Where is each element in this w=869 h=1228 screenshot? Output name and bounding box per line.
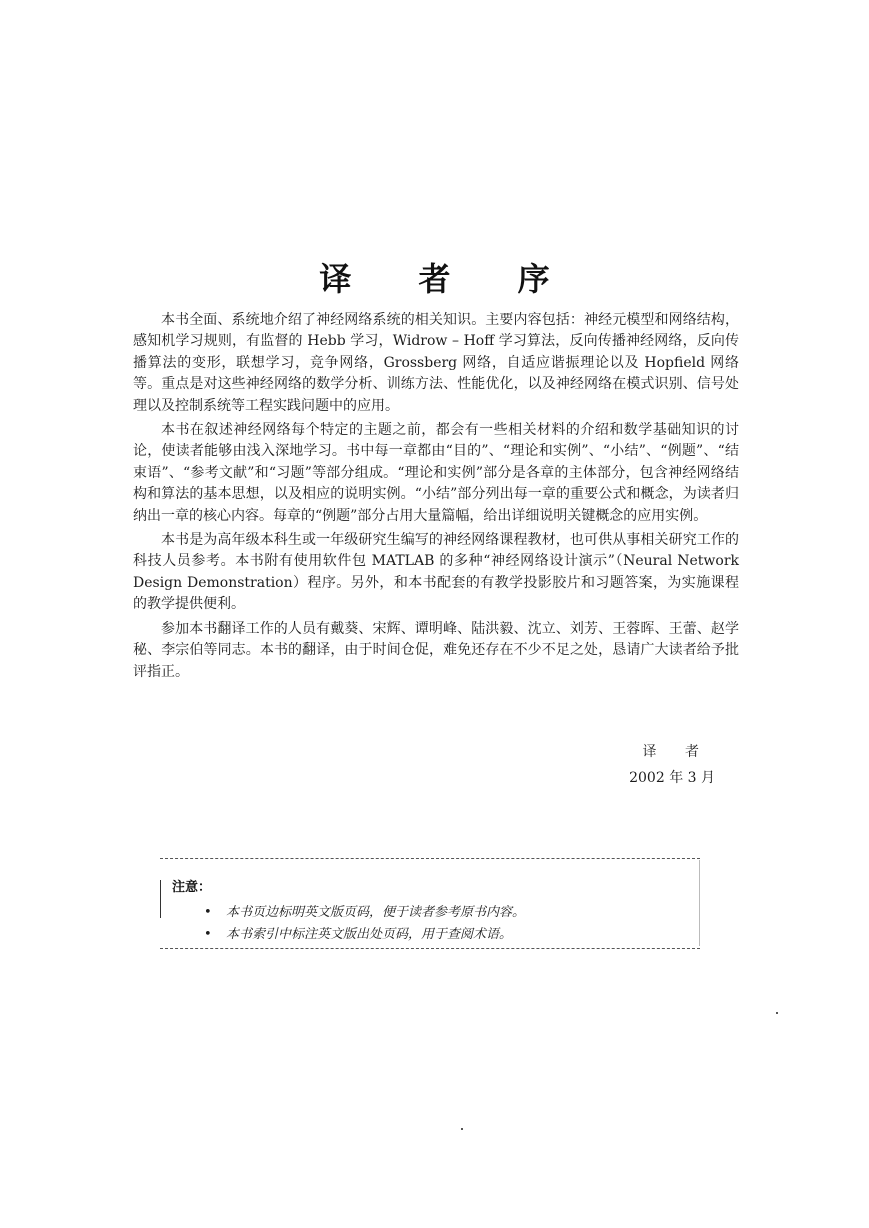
note-title: 注意： [172, 880, 212, 895]
scan-speck [776, 1012, 778, 1014]
note-top-rule [160, 858, 700, 859]
paragraph-2: 本书在叙述神经网络每个特定的主题之前，都会有一些相关材料的介绍和数学基础知识的讨论，使读者能够由浅入深地学习。书中每一章都由“目的”、“理论和实例”、“小结”、“例题”、“结束语”、“参考文献”和“习题”等部分组成。“理论和实例”部分是各章的主体部分，包含神经网络结构和算法的基本思想，以及相应的说明实例。“小结”部分列出每一章的重要公式和概念，为读者归纳出一章的核心内容。每章的“例题”部分占用大量篇幅，给出详细说明关键概念的应用实例。 [133, 422, 739, 524]
note-left-bar [160, 880, 161, 918]
signature-block [620, 739, 715, 791]
note-item-1: • 本书页边标明英文版页码，便于读者参考原书内容。 [204, 902, 525, 924]
note-item-2: • 本书索引中标注英文版出处页码，用于查阅术语。 [204, 924, 525, 946]
note-list [204, 902, 525, 946]
signature-date: 2002 年 3 月 [629, 770, 715, 786]
paragraph-1: 本书全面、系统地介绍了神经网络系统的相关知识。主要内容包括：神经元模型和网络结构，感知机学习规则，有监督的 Hebb 学习，Widrow – Hoff 学习算法，反向传播神经网络，反向传播算法的变形，联想学习，竞争网络，Grossberg 网络，自适应谐振理论以及 Hopfield 网络等。重点是对这些神经网络的数学分析、训练方法、性能优化，以及神经网络在模式识别、信号处理以及控制系统等工程实践问题中的应用。 [133, 312, 739, 414]
scan-speck [461, 1128, 463, 1130]
paragraph-3: 本书是为高年级本科生或一年级研究生编写的神经网络课程教材，也可供从事相关研究工作的科技人员参考。本书附有使用软件包 MATLAB 的多种“神经网络设计演示”（Neural Network Design Demonstration）程序。另外，和本书配套的有教学投影胶片和习题答案，为实施课程的教学提供便利。 [133, 532, 739, 613]
preface-body [133, 310, 739, 686]
note-right-bar [699, 860, 700, 946]
note-box [160, 858, 700, 950]
paragraph-4: 参加本书翻译工作的人员有戴葵、宋辉、谭明峰、陆洪毅、沈立、刘芳、王蓉晖、王蕾、赵学秘、李宗伯等同志。本书的翻译，由于时间仓促，难免还存在不少不足之处，恳请广大读者给予批评指正。 [133, 620, 739, 680]
translator-signature: 译 者 [642, 744, 711, 760]
page-title: 译 者 序 [319, 260, 578, 298]
note-bottom-rule [160, 948, 700, 949]
